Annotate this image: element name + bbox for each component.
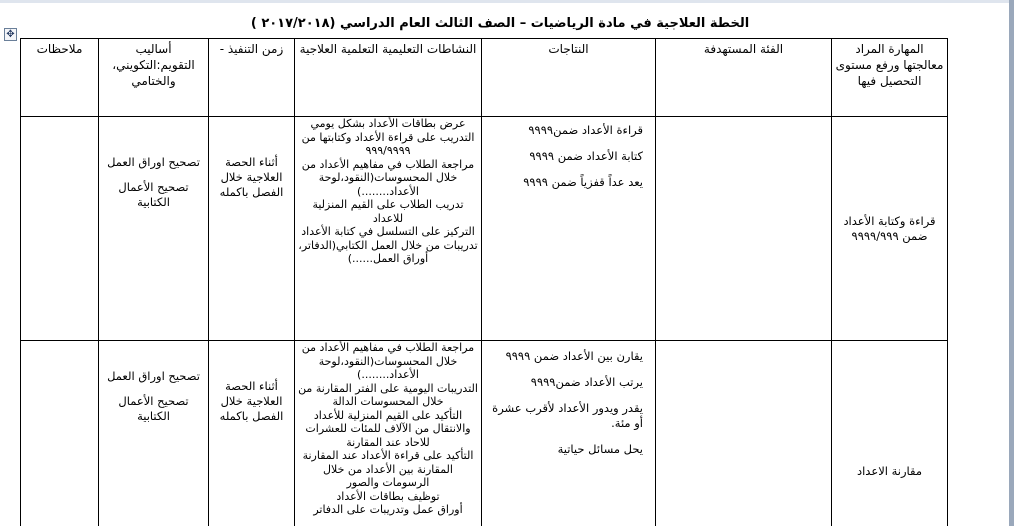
activity-item: توظيف بطاقات الأعداد [336, 489, 440, 503]
activity-item: مراجعة الطلاب في مفاهيم الأعداد من خلال المحسوسات(النقود،لوحة الأعداد........) [301, 157, 475, 198]
activities-cell [295, 117, 482, 341]
time-text: أثناء الحصة العلاجية خلال الفصل باكمله [219, 155, 284, 199]
outcome-item: يحل مسائل حياتية [557, 442, 643, 456]
evaluation-item: تصحيح الأعمال الكتابية [118, 394, 189, 423]
outcomes-cell [482, 117, 656, 341]
page-title: الخطة العلاجية في مادة الرياضيات – الصف الثالث العام الدراسي (٢٠١٧/٢٠١٨ ) [250, 16, 750, 31]
window-edge [1009, 0, 1014, 526]
activities-cell [295, 341, 482, 526]
evaluation-item: تصحيح اوراق العمل [107, 369, 200, 383]
skill-cell: مقارنة الاعداد [832, 341, 948, 526]
activity-item: تدريب الطلاب على القيم المنزلية للاعداد [312, 198, 464, 225]
header-skill: المهارة المراد معالجتها ورفع مستوى التحصيل فيها [832, 39, 948, 117]
outcomes-cell [482, 341, 656, 526]
remedial-plan-table [20, 38, 948, 526]
header-target-group: الفئة المستهدفة [656, 39, 832, 117]
activity-item: التدريب على قراءة الأعداد وكتابتها من ٩٩٩/٩٩٩٩ [301, 130, 475, 157]
outcome-item: قراءة الأعداد ضمن٩٩٩٩ [528, 123, 643, 137]
time-cell [209, 117, 295, 341]
notes-cell [21, 341, 99, 526]
header-notes: ملاحظات [21, 39, 99, 117]
evaluation-cell [99, 341, 209, 526]
skill-cell: قراءة وكتابة الأعداد ضمن ٩٩٩٩/٩٩٩ [832, 117, 948, 341]
outcome-item: يقدر ويدور الأعداد لأقرب عشرة أو مئة. [492, 401, 643, 430]
activity-item: أوراق عمل وتدريبات على الدفاتر [313, 503, 463, 516]
activity-item: عرض بطاقات الأعداد بشكل يومي [310, 117, 466, 130]
table-row [21, 117, 948, 341]
top-ruler [0, 0, 1009, 3]
target-cell [656, 117, 832, 341]
notes-cell [21, 117, 99, 341]
outcome-item: يرتب الأعداد ضمن٩٩٩٩ [530, 375, 643, 389]
evaluation-cell [99, 117, 209, 341]
activity-item: التأكيد على قراءة الأعداد عند المقارنة المقارنة بين الأعداد من خلال الرسومات والصور [302, 449, 474, 489]
activity-item: مراجعة الطلاب في مفاهيم الأعداد من خلال المحسوسات(النقود،لوحة الأعداد........) [301, 341, 475, 381]
outcome-item: يقارن بين الأعداد ضمن ٩٩٩٩ [505, 349, 643, 363]
header-time: زمن التنفيذ - [209, 39, 295, 117]
outcome-item: كتابة الأعداد ضمن ٩٩٩٩ [529, 149, 643, 163]
evaluation-item: تصحيح الأعمال الكتابية [118, 180, 189, 209]
move-table-icon[interactable]: ✥ [4, 28, 17, 41]
header-activities: النشاطات التعليمية التعلمية العلاجية [295, 39, 482, 117]
time-cell [209, 341, 295, 526]
table-row [21, 341, 948, 526]
time-text: أثناء الحصة العلاجية خلال الفصل باكمله [219, 379, 284, 423]
evaluation-item: تصحيح اوراق العمل [107, 155, 200, 169]
target-cell [656, 341, 832, 526]
header-evaluation: أساليب التقويم:التكويني، والختامي [99, 39, 209, 117]
outcome-item: يعد عداً قفزياً ضمن ٩٩٩٩ [523, 175, 643, 189]
header-outcomes: النتاجات [482, 39, 656, 117]
activity-item: التركيز على التسلسل في كتابة الأعداد تدريبات من خلال العمل الكتابي(الدفاتر، أوراق العمل......) [298, 225, 478, 265]
activity-item: التأكيد على القيم المنزلية للأعداد والانتقال من الآلاف للمئات للعشرات للاحاد عند المقارنة [305, 408, 471, 449]
activity-item: التدريبات اليومية على الفتر المقارنة من خلال المحسوسات الدالة [298, 381, 478, 408]
table-header-row [21, 39, 948, 117]
